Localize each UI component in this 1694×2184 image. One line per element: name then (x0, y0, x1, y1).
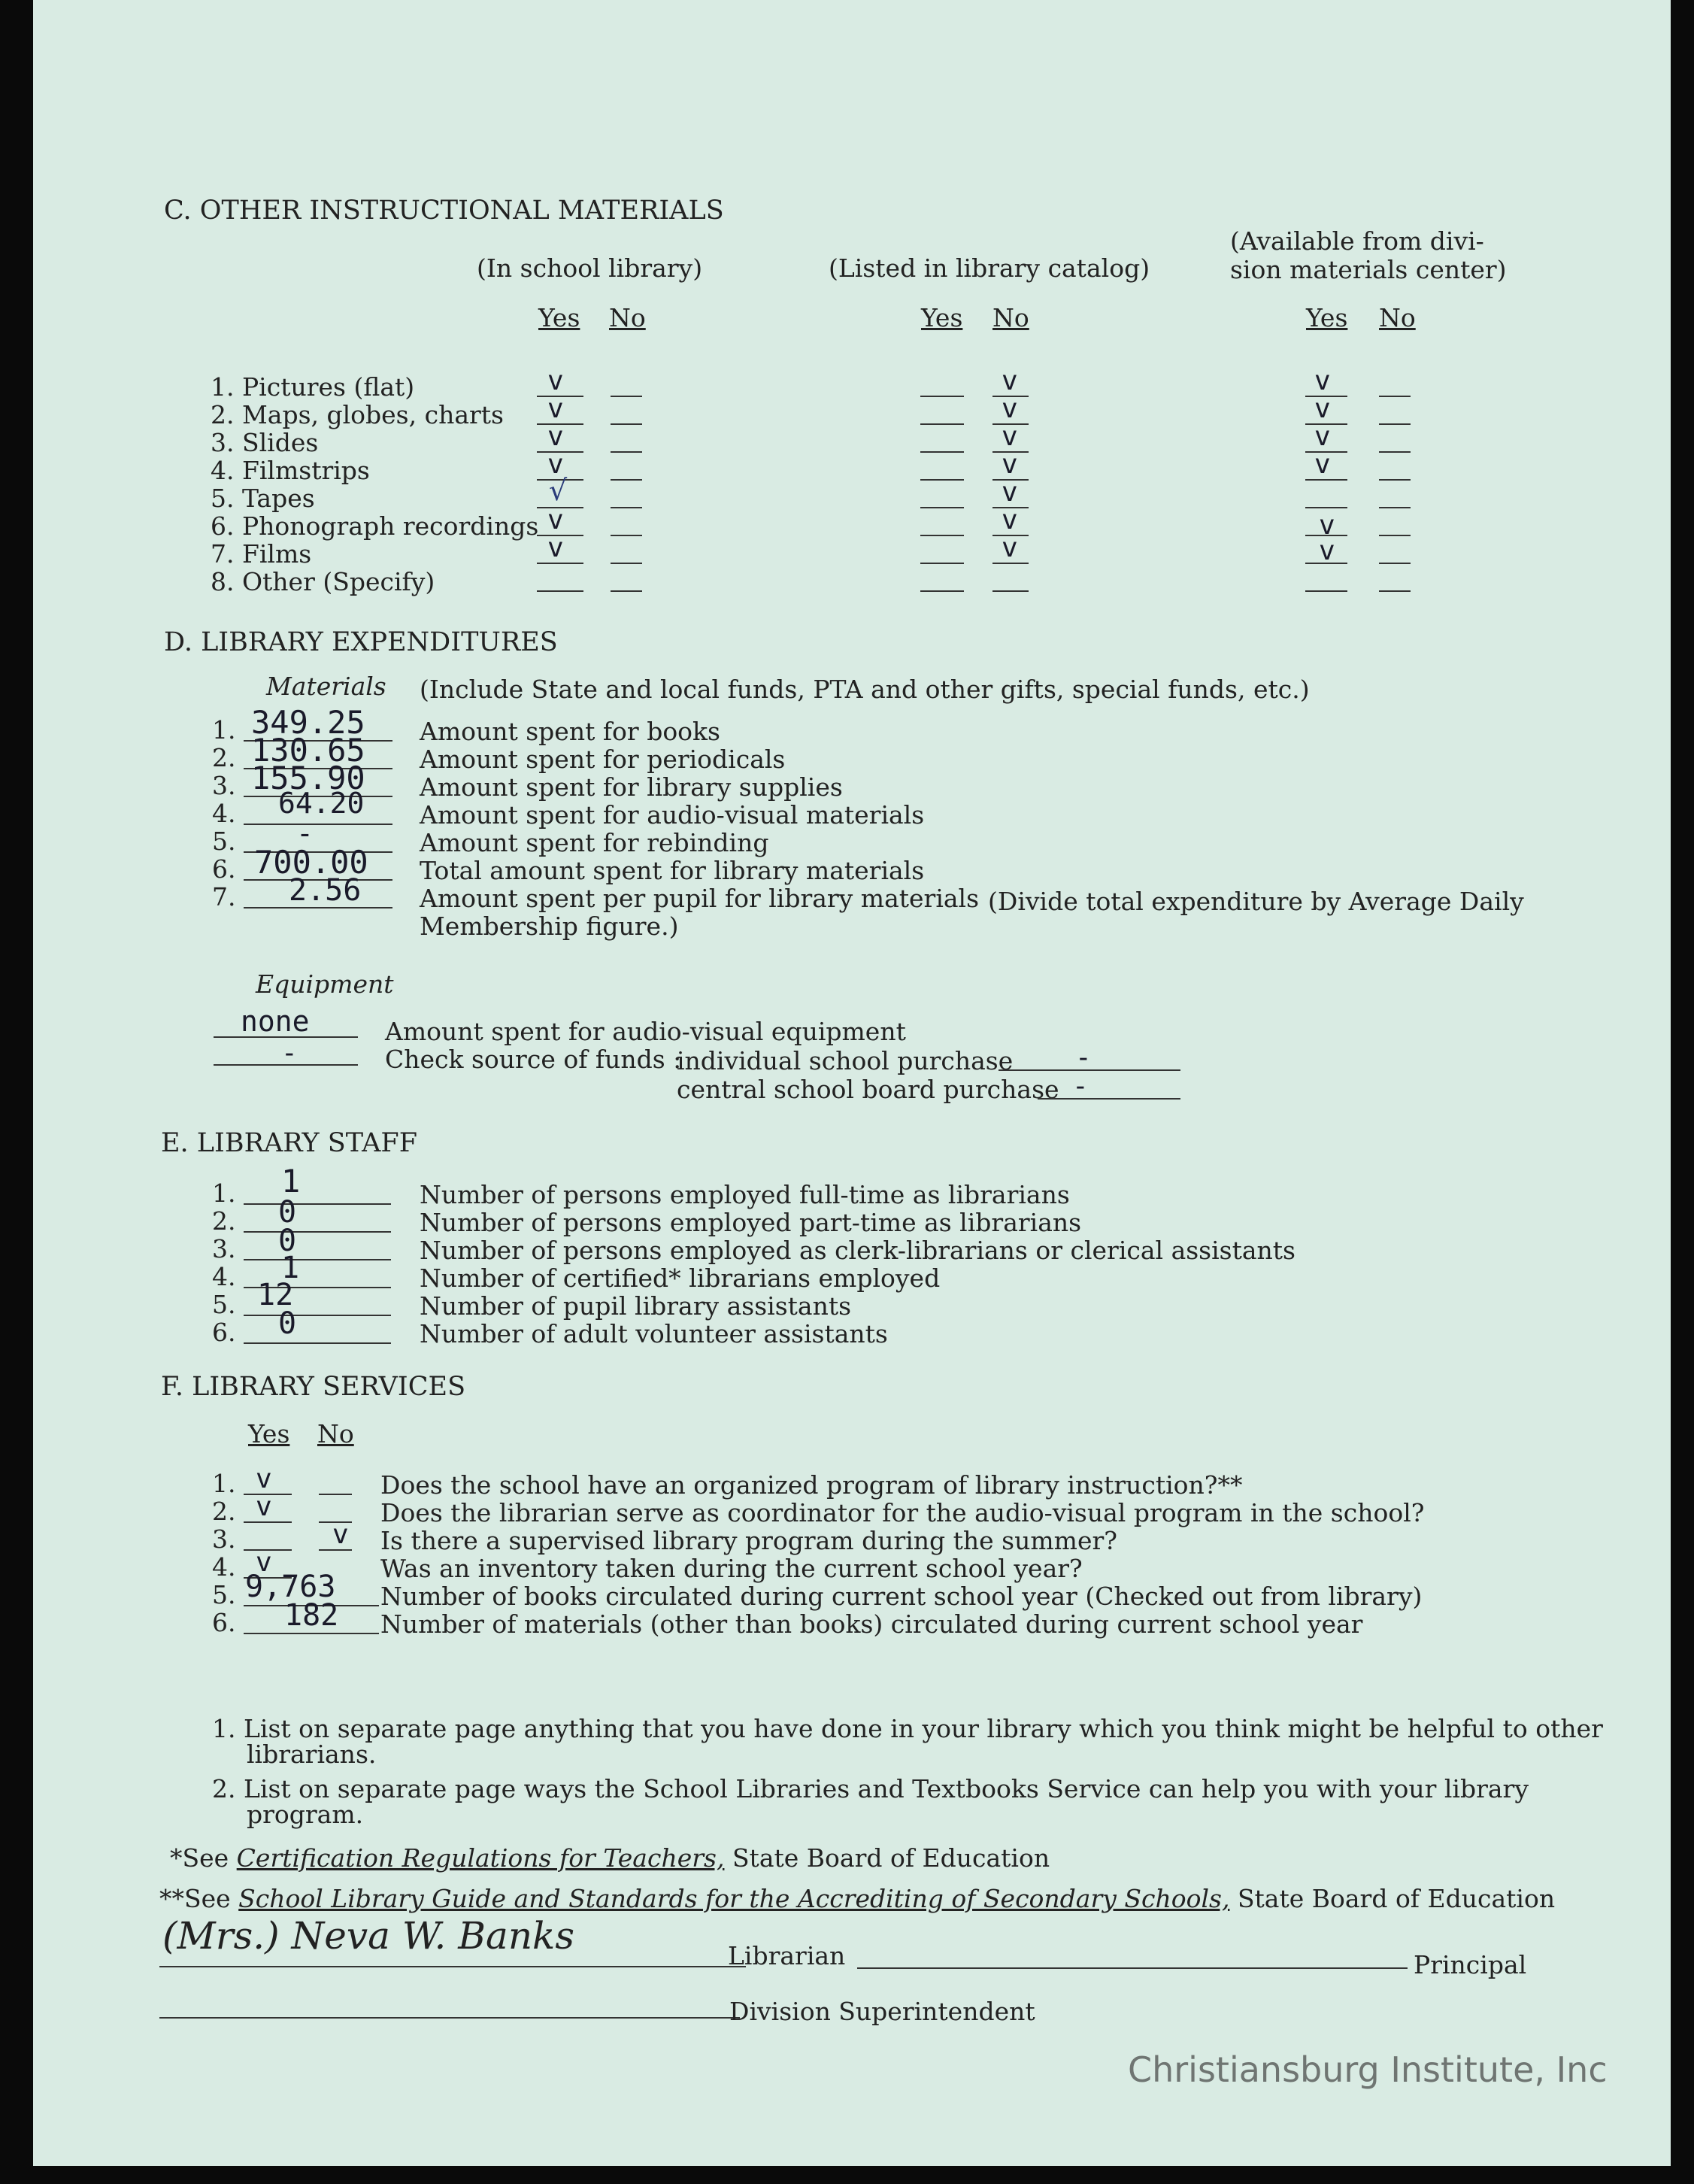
full-time-librarians-value: 1 (281, 1163, 301, 1200)
adult-volunteers-value: 0 (278, 1306, 297, 1341)
note-2-line-1: 2. List on separate page ways the School Libraries and Textbooks Service can help you with your library (212, 1774, 1529, 1803)
librarian-label: Librarian (728, 1941, 846, 1970)
blank-line (244, 1231, 391, 1233)
staff-label: Number of persons employed as clerk-librarians or clerical assistants (420, 1236, 1296, 1265)
blank-line (611, 451, 642, 453)
exp-label: Amount spent for books (420, 717, 720, 746)
librarian-signature: (Mrs.) Neva W. Banks (162, 1914, 574, 1958)
service-check-yes: v (256, 1464, 272, 1494)
check-mark: v (1002, 393, 1018, 424)
exp-label: Amount spent for library supplies (420, 772, 843, 802)
individual-purchase-value: - (1075, 1042, 1092, 1073)
check-mark: v (1319, 510, 1335, 541)
service-num: 6. (212, 1608, 236, 1637)
material-label-slides: 3. Slides (211, 428, 319, 457)
form-page (33, 0, 1671, 2166)
principal-label: Principal (1414, 1950, 1527, 1979)
check-mark: v (547, 449, 564, 480)
material-label-maps: 2. Maps, globes, charts (211, 400, 504, 429)
group-in-school-library: (In school library) (477, 253, 703, 283)
expenditure-total-value: 700.00 (254, 844, 368, 881)
clerk-librarians-value: 0 (278, 1224, 297, 1258)
pupil-assistants-value: 12 (257, 1278, 294, 1312)
group-division-center-l2: sion materials center) (1230, 255, 1507, 284)
blank-line (537, 590, 583, 592)
blank-line (244, 1633, 379, 1634)
hand-check-mark: √ (549, 474, 568, 507)
blank-line (1305, 507, 1347, 508)
check-mark: v (1002, 366, 1018, 396)
equipment-heading: Equipment (256, 969, 394, 999)
signature-line (159, 2017, 740, 2019)
superintendent-label: Division Superintendent (729, 1997, 1035, 2026)
service-check-no: v (332, 1519, 349, 1550)
blank-line (611, 590, 642, 592)
check-mark: v (1319, 535, 1335, 566)
note-1-line-1: 1. List on separate page anything that you have done in your library which you think might be helpful to other (212, 1714, 1603, 1743)
exp-label: Amount spent for audio-visual materials (420, 800, 925, 830)
service-num: 4. (212, 1552, 236, 1582)
staff-label: Number of persons employed part-time as librarians (420, 1208, 1082, 1237)
central-purchase-value: - (1072, 1071, 1089, 1102)
check-mark: v (547, 421, 564, 452)
footnote-1-suffix: State Board of Education (732, 1843, 1050, 1873)
blank-line (611, 563, 642, 564)
individual-purchase-label: individual school purchase (677, 1046, 1014, 1075)
part-time-librarians-value: 0 (278, 1195, 297, 1230)
blank-line (920, 590, 964, 592)
exp-num: 3. (212, 771, 236, 800)
note-1-line-2: librarians. (247, 1740, 377, 1769)
material-label-films: 7. Films (211, 539, 312, 569)
service-label: Was an inventory taken during the current school year? (380, 1554, 1083, 1583)
av-equipment-label: Amount spent for audio-visual equipment (385, 1017, 906, 1046)
note-2-line-2: program. (247, 1800, 364, 1829)
service-num: 3. (212, 1524, 236, 1554)
certified-librarians-value: 1 (281, 1251, 300, 1285)
blank-line (611, 479, 642, 481)
staff-label: Number of adult volunteer assistants (420, 1319, 888, 1348)
materials-note: (Include State and local funds, PTA and other gifts, special funds, etc.) (420, 675, 1310, 704)
blank-line (920, 423, 964, 425)
blank-line (319, 1494, 352, 1495)
watermark: Christiansburg Institute, Inc (1128, 2049, 1608, 2090)
check-mark: v (547, 393, 564, 424)
check-mark: v (1314, 366, 1331, 396)
blank-line (1379, 563, 1411, 564)
col-no-3: No (1379, 303, 1416, 332)
col-no-1: No (609, 303, 646, 332)
materials-circulated-value: 182 (284, 1598, 339, 1633)
blank-line (244, 1203, 391, 1205)
blank-line (244, 1315, 391, 1316)
check-mark: v (1002, 449, 1018, 480)
service-label: Does the librarian serve as coordinator for the audio-visual program in the school? (380, 1498, 1425, 1527)
exp-label: Amount spent per pupil for library materials (420, 884, 980, 913)
col-yes-1: Yes (538, 303, 580, 332)
check-mark: v (1002, 421, 1018, 452)
service-label: Number of books circulated during current school year (Checked out from library) (380, 1582, 1423, 1611)
central-purchase-label: central school board purchase (677, 1075, 1059, 1104)
staff-num: 4. (212, 1262, 236, 1291)
footnote-1-prefix: *See (170, 1843, 229, 1873)
service-label: Is there a supervised library program during the summer? (380, 1526, 1117, 1555)
section-f-title: F. LIBRARY SERVICES (161, 1372, 466, 1402)
footnote-2-title: School Library Guide and Standards for the Accrediting of Secondary Schools, (238, 1884, 1230, 1913)
exp-label: Total amount spent for library materials (420, 856, 925, 885)
exp-num: 2. (212, 743, 236, 772)
footnote-1-title: Certification Regulations for Teachers, (236, 1843, 725, 1873)
funds-source-label: Check source of funds : (385, 1045, 682, 1074)
blank-line (611, 423, 642, 425)
staff-num: 1. (212, 1178, 236, 1208)
col-yes-3: Yes (1306, 303, 1348, 332)
expenditure-books-value: 349.25 (251, 704, 365, 741)
services-col-no: No (317, 1419, 354, 1448)
check-mark: v (1002, 505, 1018, 535)
blank-line (1379, 590, 1411, 592)
blank-line (611, 535, 642, 536)
materials-heading: Materials (266, 672, 386, 701)
blank-line (1379, 451, 1411, 453)
exp-num: 1. (212, 715, 236, 745)
material-label-phonograph: 6. Phonograph recordings (211, 511, 539, 541)
staff-num: 6. (212, 1318, 236, 1347)
check-mark: v (1314, 449, 1331, 480)
exp-num: 6. (212, 854, 236, 884)
group-division-center-l1: (Available from divi- (1230, 226, 1484, 256)
expenditure-supplies-value: 155.90 (251, 760, 365, 796)
signature-line (857, 1967, 1408, 1969)
blank-line (1038, 1098, 1180, 1100)
blank-line (1379, 479, 1411, 481)
av-equipment-value: none (241, 1005, 310, 1038)
exp-num: 4. (212, 799, 236, 828)
blank-line (920, 563, 964, 564)
exp-per-pupil-note-l2: Membership figure.) (420, 912, 679, 941)
footnote-2-prefix: **See (159, 1884, 231, 1913)
staff-label: Number of pupil library assistants (420, 1291, 852, 1321)
group-listed-in-catalog: (Listed in library catalog) (829, 253, 1150, 283)
service-num: 5. (212, 1580, 236, 1609)
check-mark: v (547, 366, 564, 396)
material-label-filmstrips: 4. Filmstrips (211, 456, 370, 485)
service-check-yes: v (256, 1491, 272, 1522)
blank-line (920, 479, 964, 481)
expenditure-per-pupil-value: 2.56 (289, 873, 362, 908)
exp-num: 7. (212, 882, 236, 912)
signature-line (159, 1966, 746, 1967)
service-check-yes: v (256, 1547, 272, 1578)
expenditure-periodicals-value: 130.65 (251, 732, 365, 769)
staff-num: 2. (212, 1206, 236, 1236)
expenditure-rebinding-value: - (296, 817, 314, 850)
check-mark: v (1314, 421, 1331, 452)
blank-line (244, 1259, 391, 1260)
blank-line (244, 824, 392, 825)
blank-line (920, 396, 964, 397)
staff-num: 5. (212, 1290, 236, 1319)
blank-line (244, 1342, 391, 1344)
service-label: Does the school have an organized program of library instruction?** (380, 1470, 1243, 1500)
col-no-2: No (992, 303, 1029, 332)
blank-line (920, 507, 964, 508)
check-mark: v (547, 532, 564, 563)
col-yes-2: Yes (921, 303, 963, 332)
blank-line (1305, 590, 1347, 592)
staff-label: Number of persons employed full-time as librarians (420, 1180, 1070, 1209)
blank-line (992, 590, 1029, 592)
exp-num: 5. (212, 827, 236, 856)
section-e-title: E. LIBRARY STAFF (161, 1128, 417, 1158)
blank-line (1379, 396, 1411, 397)
section-c-title: C. OTHER INSTRUCTIONAL MATERIALS (164, 196, 724, 226)
funds-source-value: - (281, 1038, 298, 1069)
staff-num: 3. (212, 1234, 236, 1263)
service-num: 2. (212, 1497, 236, 1526)
material-label-pictures: 1. Pictures (flat) (211, 372, 415, 402)
exp-label: Amount spent for periodicals (420, 745, 786, 774)
blank-line (920, 451, 964, 453)
check-mark: v (547, 505, 564, 535)
check-mark: v (1314, 393, 1331, 424)
service-label: Number of materials (other than books) circulated during current school year (380, 1609, 1363, 1639)
service-num: 1. (212, 1469, 236, 1498)
blank-line (920, 535, 964, 536)
footnote-1 (170, 1844, 1050, 1872)
blank-line (1379, 423, 1411, 425)
check-mark: v (1002, 532, 1018, 563)
material-label-tapes: 5. Tapes (211, 484, 315, 513)
exp-per-pupil-note: (Divide total expenditure by Average Daily (988, 887, 1524, 916)
blank-line (611, 396, 642, 397)
footnote-2 (159, 1885, 1555, 1913)
section-d-title: D. LIBRARY EXPENDITURES (164, 627, 558, 657)
services-col-yes: Yes (248, 1419, 290, 1448)
blank-line (1379, 535, 1411, 536)
blank-line (1379, 507, 1411, 508)
check-mark: v (1002, 477, 1018, 508)
books-circulated-value: 9,763 (245, 1570, 336, 1604)
staff-label: Number of certified* librarians employed (420, 1263, 941, 1293)
exp-label: Amount spent for rebinding (420, 828, 769, 857)
material-label-other: 8. Other (Specify) (211, 567, 435, 596)
blank-line (611, 507, 642, 508)
expenditure-av-value: 64.20 (278, 787, 365, 820)
footnote-2-suffix: State Board of Education (1237, 1884, 1556, 1913)
